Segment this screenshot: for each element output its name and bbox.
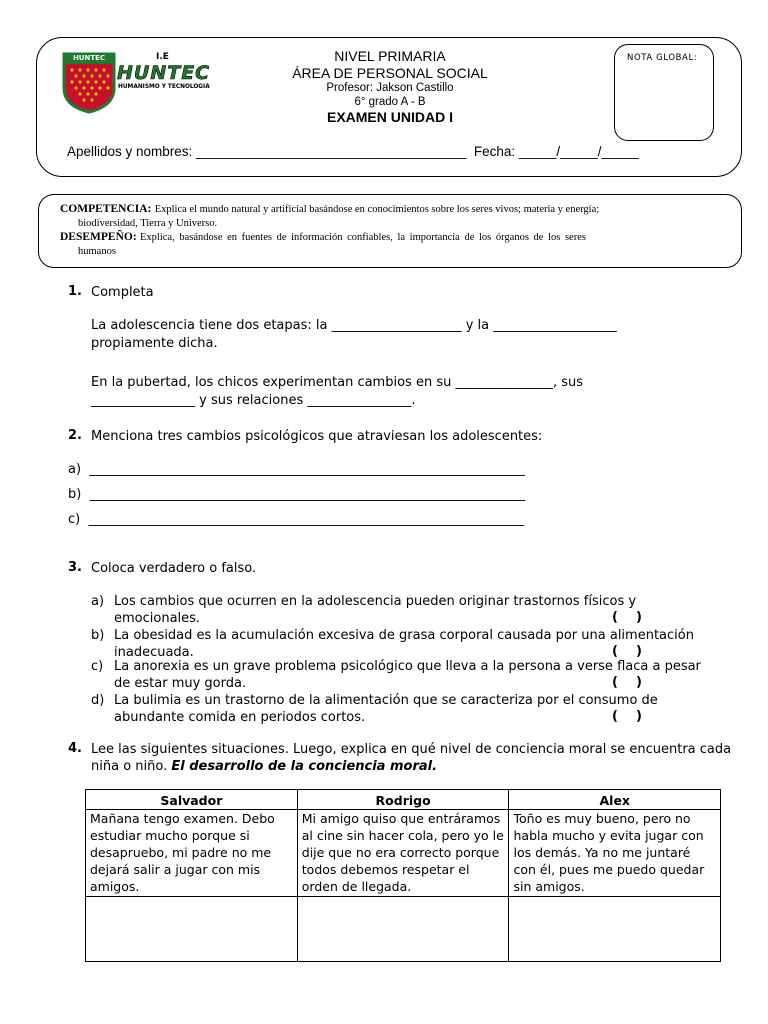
- student-name-date-line[interactable]: Apellidos y nombres: ____________________________________ Fecha: _____/_____/_____: [67, 144, 639, 159]
- desempeno-text: Explica, basándose en fuentes de información confiables, la importancia de los órganos de los seres: [140, 232, 586, 243]
- situations-table: [85, 789, 721, 962]
- logo-tagline: HUMANISMO Y TECNOLOGIA: [118, 84, 210, 90]
- q3-item-b-answer[interactable]: ( ): [612, 644, 642, 659]
- competencia-text-2: biodiversidad, Tierra y Universo.: [78, 218, 218, 229]
- school-logo: [62, 52, 222, 114]
- q3-number: 3.: [68, 560, 82, 575]
- q4-title-line-2-text: niña o niño.: [91, 759, 168, 774]
- q3-item-b-letter: b): [91, 628, 105, 643]
- q2-answer-b[interactable]: b) ___________________________________________________________________: [68, 487, 526, 502]
- q4-title-line-2: [91, 758, 437, 775]
- grade-label: 6° grado A - B: [354, 96, 426, 108]
- q2-answer-a[interactable]: a) ___________________________________________________________________: [68, 462, 525, 477]
- q3-item-d-line-2: abundante comida en periodos cortos.: [114, 710, 366, 725]
- q1-title: Completa: [91, 285, 154, 300]
- q3-item-d-answer[interactable]: ( ): [612, 709, 642, 724]
- q3-item-a-line-2: emocionales.: [114, 611, 201, 626]
- q1-paragraph-1-line-1[interactable]: La adolescencia tiene dos etapas: la ____________________ y la ___________________: [91, 318, 617, 333]
- table-header-rodrigo: Rodrigo: [297, 790, 509, 810]
- q3-item-c-answer[interactable]: ( ): [612, 675, 642, 690]
- q3-item-b-line-2: inadecuada.: [114, 645, 194, 660]
- table-answer-alex[interactable]: [509, 897, 721, 962]
- q1-paragraph-2-line-2[interactable]: ________________ y sus relaciones ________________.: [91, 393, 416, 408]
- q4-number: 4.: [68, 741, 82, 756]
- table-answer-row: [86, 897, 721, 962]
- table-answer-salvador[interactable]: [86, 897, 298, 962]
- q3-item-a-answer[interactable]: ( ): [612, 610, 642, 625]
- q1-paragraph-1-line-2: propiamente dicha.: [91, 336, 218, 351]
- table-cell-rodrigo-text: Mi amigo quiso que entráramos al cine sin hacer cola, pero yo le dije que no era correcto porque todos debemos respetar el orden de llegada.: [297, 810, 509, 897]
- teacher-name: Profesor: Jakson Castillo: [326, 82, 454, 94]
- table-header-alex: Alex: [509, 790, 721, 810]
- competencia-label: COMPETENCIA:: [60, 203, 152, 215]
- q2-answer-c[interactable]: c) ___________________________________________________________________: [68, 512, 524, 527]
- desempeno-line-1: [60, 231, 730, 243]
- table-cell-salvador-text: Mañana tengo examen. Debo estudiar mucho porque si desapruebo, mi padre no me dejará salir a jugar con mis amigos.: [86, 810, 298, 897]
- level-title: NIVEL PRIMARIA: [334, 48, 446, 64]
- q2-title: Menciona tres cambios psicológicos que atraviesan los adolescentes:: [91, 429, 543, 444]
- table-header-row: [86, 790, 721, 810]
- competencia-line-1: [60, 203, 730, 215]
- competencia-text: Explica el mundo natural y artificial basándose en conocimientos sobre los seres vivos; materia y energía;: [154, 204, 600, 215]
- q3-item-a-line-1: Los cambios que ocurren en la adolescencia pueden originar trastornos físicos y: [114, 594, 637, 609]
- table-situation-row: [86, 810, 721, 897]
- desempeno-text-2: humanos: [78, 246, 116, 257]
- q3-item-b-line-1: La obesidad es la acumulación excesiva de grasa corporal causada por una alimentación: [114, 628, 694, 643]
- logo-brand: HUNTEC: [117, 62, 211, 84]
- area-title: ÁREA DE PERSONAL SOCIAL: [292, 65, 488, 81]
- table-cell-alex-text: Toño es muy bueno, pero no habla mucho y evita jugar con los demás. Ya no me juntaré con él, pues me puedo quedar sin amigos.: [509, 810, 721, 897]
- q3-item-d-line-1: La bulimia es un trastorno de la alimentación que se caracteriza por el consumo de: [114, 693, 658, 708]
- q3-item-d-letter: d): [91, 693, 105, 708]
- q3-item-c-letter: c): [91, 659, 104, 674]
- q1-paragraph-2-line-1[interactable]: En la pubertad, los chicos experimentan cambios en su _______________, sus: [91, 375, 584, 390]
- q3-item-c-line-1: La anorexia es un grave problema psicológico que lleva a la persona a verse flaca a pesar: [114, 659, 701, 674]
- table-header-salvador: Salvador: [86, 790, 298, 810]
- q3-item-a-letter: a): [91, 594, 105, 609]
- logo-shield-text: HUNTEC: [72, 54, 106, 62]
- q4-title-emphasis: El desarrollo de la conciencia moral.: [171, 759, 438, 774]
- desempeno-label: DESEMPEÑO:: [60, 231, 137, 243]
- exam-title: EXAMEN UNIDAD I: [326, 109, 453, 125]
- logo-ie: I.E: [156, 52, 169, 62]
- q4-title-line-1: Lee las siguientes situaciones. Luego, explica en qué nivel de conciencia moral se encuentra cada: [91, 742, 732, 757]
- q3-title: Coloca verdadero o falso.: [91, 561, 257, 576]
- q2-number: 2.: [68, 428, 82, 443]
- table-answer-rodrigo[interactable]: [297, 897, 509, 962]
- nota-global-label: NOTA GLOBAL:: [627, 53, 698, 63]
- q1-number: 1.: [68, 284, 82, 299]
- q3-item-c-line-2: de estar muy gorda.: [114, 676, 247, 691]
